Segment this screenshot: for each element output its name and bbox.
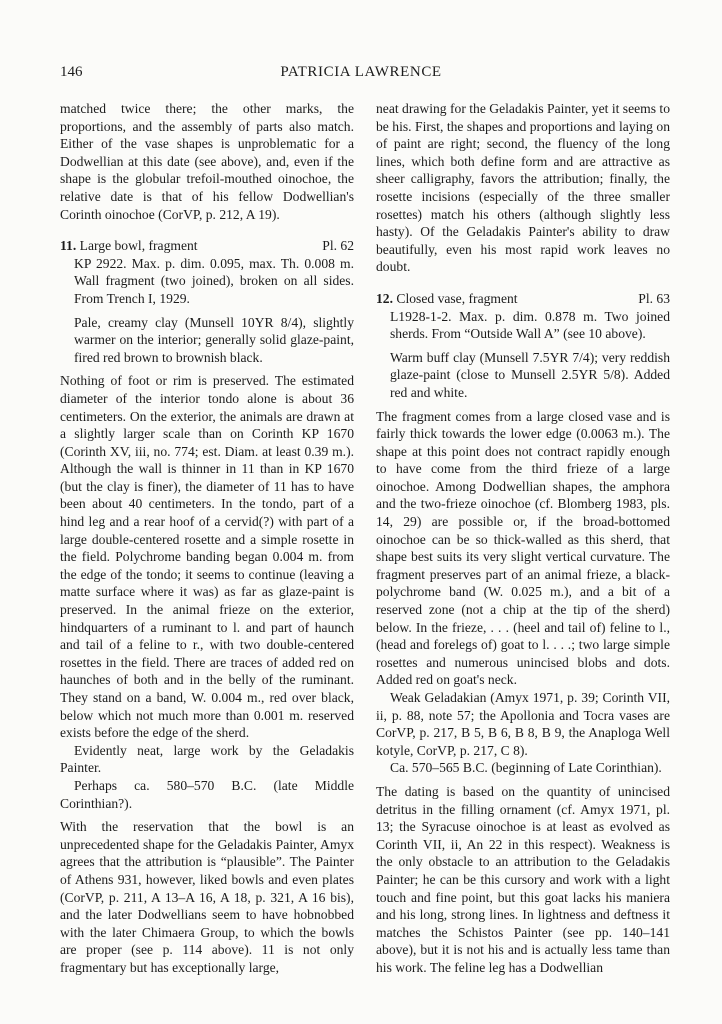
- attribution: Weak Geladakian (Amyx 1971, p. 39; Corinth VII, ii, p. 88, note 57; the Apollonia and Tocra vases are CorVP, p. 217, B 5, B 6, B 8, B 9, the Anaploga Well kotyle, CorVP, p. 217, C 8).: [376, 690, 670, 758]
- catalog-entry-12-heading: [376, 290, 670, 308]
- paragraph: With the reservation that the bowl is an unprecedented shape for the Geladakis Painter, Amyx agrees that the attribution is “plausible”. The Painter of Athens 931, however, liked bowls and even plates (CorVP, p. 211, A 13–A 16, A 18, p. 321, A 16 bis), and the later Dodwellians seem to have hobnobbed with the later Chimaera Group, to which the bowls are proper (see p. 114 above). 11 is not only fragmentary but has exceptionally large,: [60, 819, 354, 975]
- running-head: PATRICIA LAWRENCE: [280, 64, 442, 80]
- paragraph: Nothing of foot or rim is preserved. The estimated diameter of the interior tondo alone is about 36 centimeters. On the exterior, the animals are drawn at a slightly larger scale than on Corinth KP 1670 (Corinth XV, iii, no. 774; est. Diam. at least 0.39 m.). Although the wall is thinner in 11 than in KP 1670 (but the clay is finer), the diameter of 11 has to have been about 40 centimeters. In the tondo, part of a hind leg and a rear hoof of a cervid(?) with part of a large double-centered rosette and a simple rosette in the field. Polychrome banding began 0.004 m. from the edge of the tondo; it seems to continue (leaving a matte surface where it was) as far as glaze-paint is preserved. In the animal frieze on the exterior, hindquarters of a ruminant to l. and part of haunch and tail of a feline to r., with two double-centered rosettes in the field. There are traces of added red on haunches of both and in the belly of the ruminant. They stand on a band, W. 0.004 m., red over black, below which not much more than 0.001 m. reserved exists before the edge of the sherd.: [60, 373, 354, 741]
- catalog-details: L1928-1-2. Max. p. dim. 0.878 m. Two joined sherds. From “Outside Wall A” (see 10 above).: [390, 308, 670, 342]
- date-line: Ca. 570–565 B.C. (beginning of Late Corinthian).: [390, 760, 662, 776]
- attribution: Evidently neat, large work by the Geladakis Painter.: [60, 742, 354, 776]
- left-column: [60, 100, 354, 977]
- catalog-details: KP 2922. Max. p. dim. 0.095, max. Th. 0.008 m. Wall fragment (two joined), broken on all sides. From Trench I, 1929.: [74, 255, 354, 306]
- fabric-description: Warm buff clay (Munsell 7.5YR 7/4); very reddish glaze-paint (close to Munsell 2.5YR 5/8). Added red and white.: [390, 349, 670, 400]
- paragraph: The fragment comes from a large closed vase and is fairly thick towards the lower edge (0.0063 m.). The shape at this point does not contract rapidly enough to have come from the third frieze of a large oinochoe. Among Dodwellian shapes, the amphora and the two-frieze oinochoe (cf. Blomberg 1983, pls. 14, 29) are possible or, if the broad-bottomed oinochoe can be so thick-walled as this sherd, that shape best suits its very slight vertical curvature. The fragment preserves part of an animal frieze, a black-polychrome band (W. 0.025 m.), and a bit of a reserved zone (not a chip at the tip of the sherd) below. In the frieze, . . . (heel and tail of) feline to l., (head and forelegs of) goat to l. . . .; two large simple rosettes and numerous unincised blobs and dots. Added red on goat's neck.: [376, 408, 670, 688]
- entry-number: 11.: [60, 238, 77, 254]
- paragraph: neat drawing for the Geladakis Painter, yet it seems to be his. First, the shapes and proportions and laying on of paint are right; second, the fluency of the long lines, which both define form and are attractive as sheer calligraphy, favors the attribution; finally, the rosette incisions (especially of the three smaller rosettes) match his others (although slightly less hasty). Of the Geladakis Painter's ability to draw beautifully, even his most rapid work leaves no doubt.: [376, 101, 670, 275]
- paragraph: The dating is based on the quantity of unincised detritus in the filling ornament (cf. Amyx 1971, pl. 13; the Syracuse oinochoe is at least as evolved as Corinth VII, ii, An 22 in this respect). Weakness is the only obstacle to an attribution to the Geladakis Painter; he can be this cursory and work with a light touch and fine point, but this goat lacks his maniera and his long, strong lines. In lightness and deftness it matches the Schistos Painter (see pp. 140–141 above), but it is not his and is actually less tame than his work. The feline leg has a Dodwellian: [376, 783, 670, 975]
- paragraph: matched twice there; the other marks, the proportions, and the assembly of parts also match. Either of the vase shapes is unproblematic for a Dodwellian at this date (see above), and, even if the shape is the globular trefoil-mouthed oinochoe, the relative date is that of his fellow Dodwellian's Corinth oinochoe (CorVP, p. 212, A 19).: [60, 101, 354, 222]
- fabric-description: Pale, creamy clay (Munsell 10YR 8/4), slightly warmer on the interior; generally solid glaze-paint, fired red brown to brownish black.: [74, 314, 354, 365]
- right-column: [376, 100, 670, 977]
- page-number: 146: [60, 64, 83, 80]
- plate-reference: Pl. 62: [322, 238, 354, 254]
- plate-reference: Pl. 63: [638, 290, 670, 306]
- page-header: [0, 64, 722, 86]
- entry-title: Large bowl, fragment: [79, 238, 198, 254]
- entry-title: Closed vase, fragment: [396, 290, 518, 306]
- catalog-entry-11-heading: [60, 237, 354, 255]
- entry-number: 12.: [376, 290, 393, 306]
- date-line: Perhaps ca. 580–570 B.C. (late Middle Corinthian?).: [60, 777, 354, 811]
